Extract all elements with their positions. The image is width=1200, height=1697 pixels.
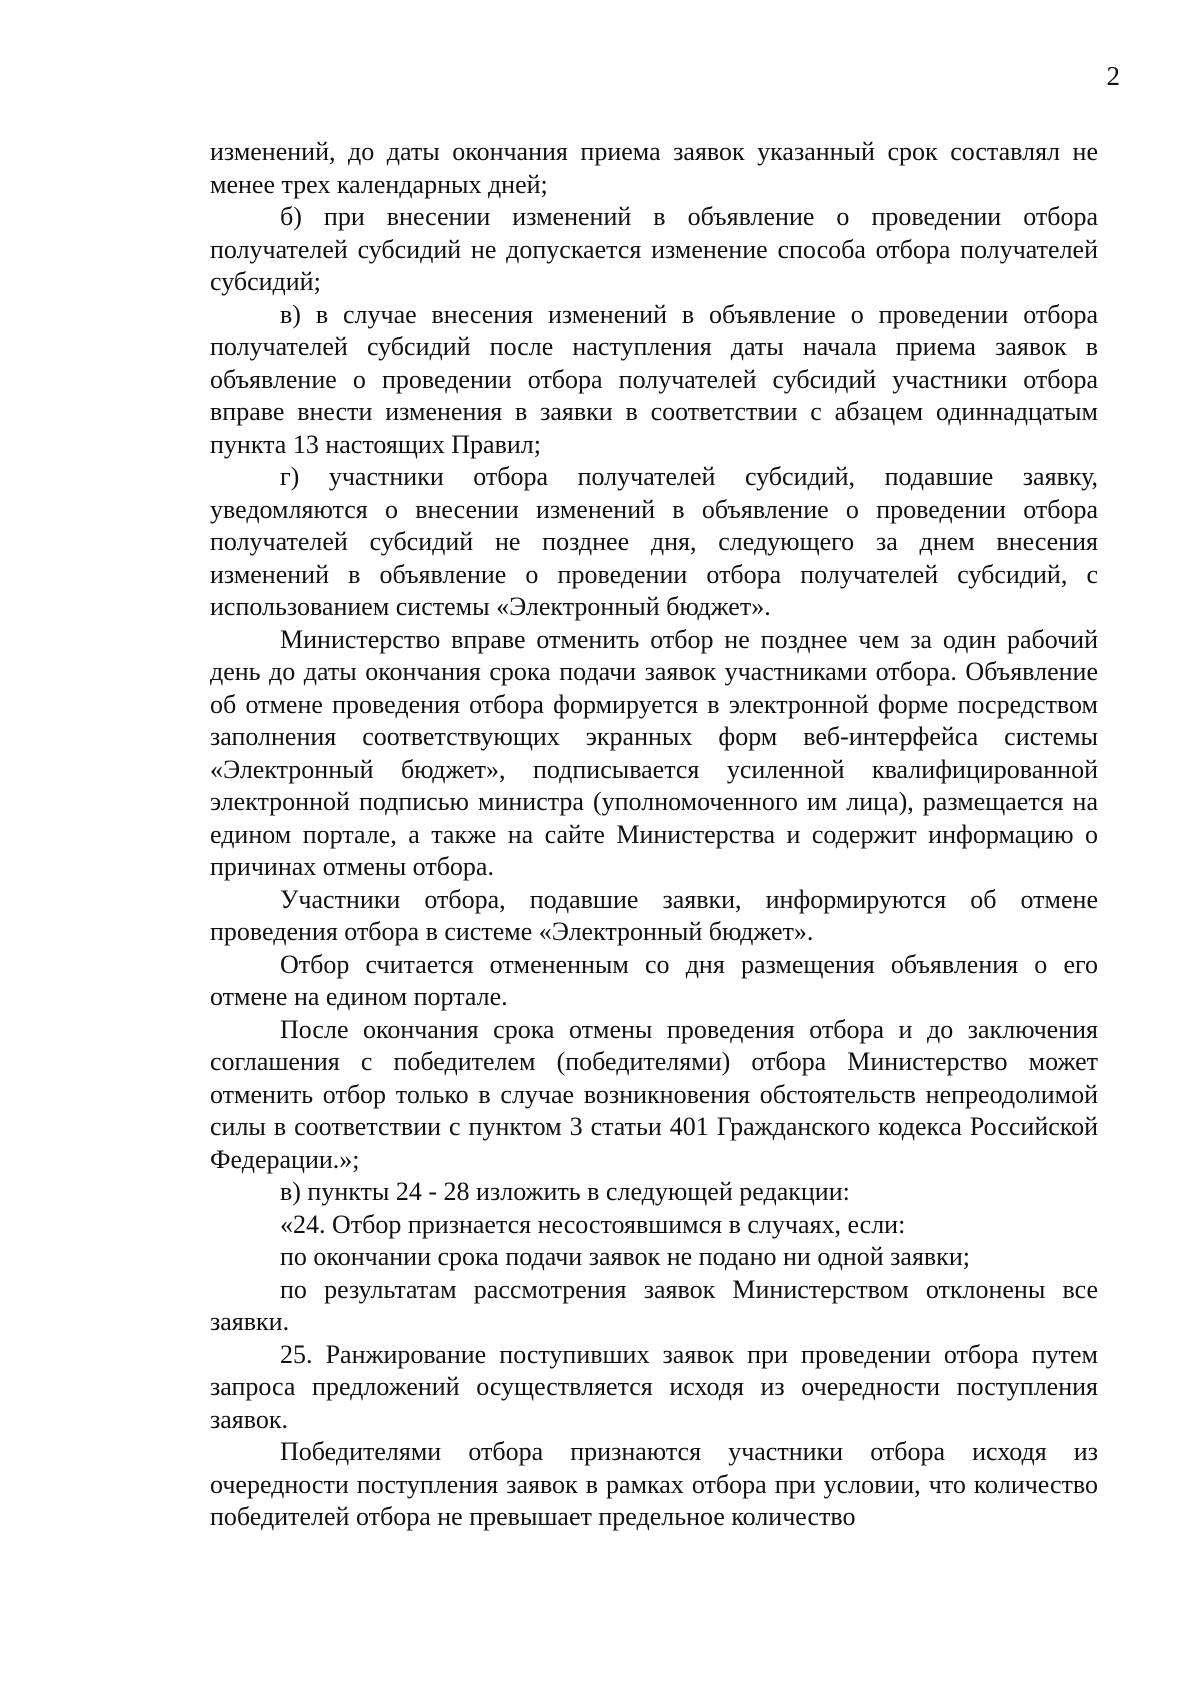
paragraph-no-applications: по окончании срока подачи заявок не подано ни одной заявки;	[280, 1242, 970, 1271]
paragraph-participants-informed: Участники отбора, подавшие заявки, информируются об отмене проведения отбора в системе «Электронный бюджет».	[210, 884, 1098, 946]
paragraph-point-25: 25. Ранжирование поступивших заявок при проведении отбора путем запроса предложений осуществляется исходя из очередности поступления заявок.	[210, 1339, 1098, 1434]
paragraph-item-g: г) участники отбора получателей субсидий, подавшие заявку, уведомляются о внесении изменений в объявление о проведении отбора получателей субсидий не позднее дня, следующего за днем внесения изменений в объявление о проведении отбора получателей субсидий, с использованием системы «Электронный бюджет».	[210, 462, 1098, 621]
paragraph-force-majeure: После окончания срока отмены проведения отбора и до заключения соглашения с победителем (победителями) отбора Министерство может отменить отбор только в случае возникновения обстоятельств непреодолимой силы в соответствии с пунктом 3 статьи 401 Гражданского кодекса Российской Федерации.»;	[210, 1014, 1098, 1174]
paragraph-selection-cancelled: Отбор считается отмененным со дня размещения объявления о его отмене на едином портале.	[210, 949, 1098, 1011]
page-number: 2	[1106, 61, 1120, 91]
paragraph-item-v: в) в случае внесения изменений в объявление о проведении отбора получателей субсидий после наступления даты начала приема заявок в объявление о проведении отбора получателей субсидий участники отбора вправе внести изменения в заявки в соответствии с абзацем одиннадцатым пункта 13 настоящих Правил;	[210, 299, 1098, 459]
paragraph-point-24: «24. Отбор признается несостоявшимся в случаях, если:	[280, 1209, 906, 1239]
paragraph-ministry-cancel: Министерство вправе отменить отбор не позднее чем за один рабочий день до даты окончания срока подачи заявок участниками отбора. Объявление об отмене проведения отбора формируется в электронной форме посредством заполнения соответствующих экранных форм веб-интерфейса системы «Электронный бюджет», подписывается усиленной квалифицированной электронной подписью министра (уполномоченного им лица), размещается на едином портале, а также на сайте Министерства и содержит информацию о причинах отмены отбора.	[210, 624, 1098, 881]
document-body	[210, 136, 1098, 1534]
paragraph-item-b: б) при внесении изменений в объявление о проведении отбора получателей субсидий не допускается изменение способа отбора получателей субсидий;	[210, 202, 1098, 296]
paragraph-winners: Победителями отбора признаются участники отбора исходя из очередности поступления заявок в рамках отбора при условии, что количество победителей отбора не превышает предельное количество	[210, 1437, 1098, 1531]
paragraph-amend-points: в) пункты 24 - 28 изложить в следующей редакции:	[280, 1177, 850, 1206]
paragraph-continuation: изменений, до даты окончания приема заявок указанный срок составлял не менее трех календарных дней;	[210, 137, 1098, 199]
paragraph-all-rejected: по результатам рассмотрения заявок Министерством отклонены все заявки.	[210, 1274, 1098, 1336]
